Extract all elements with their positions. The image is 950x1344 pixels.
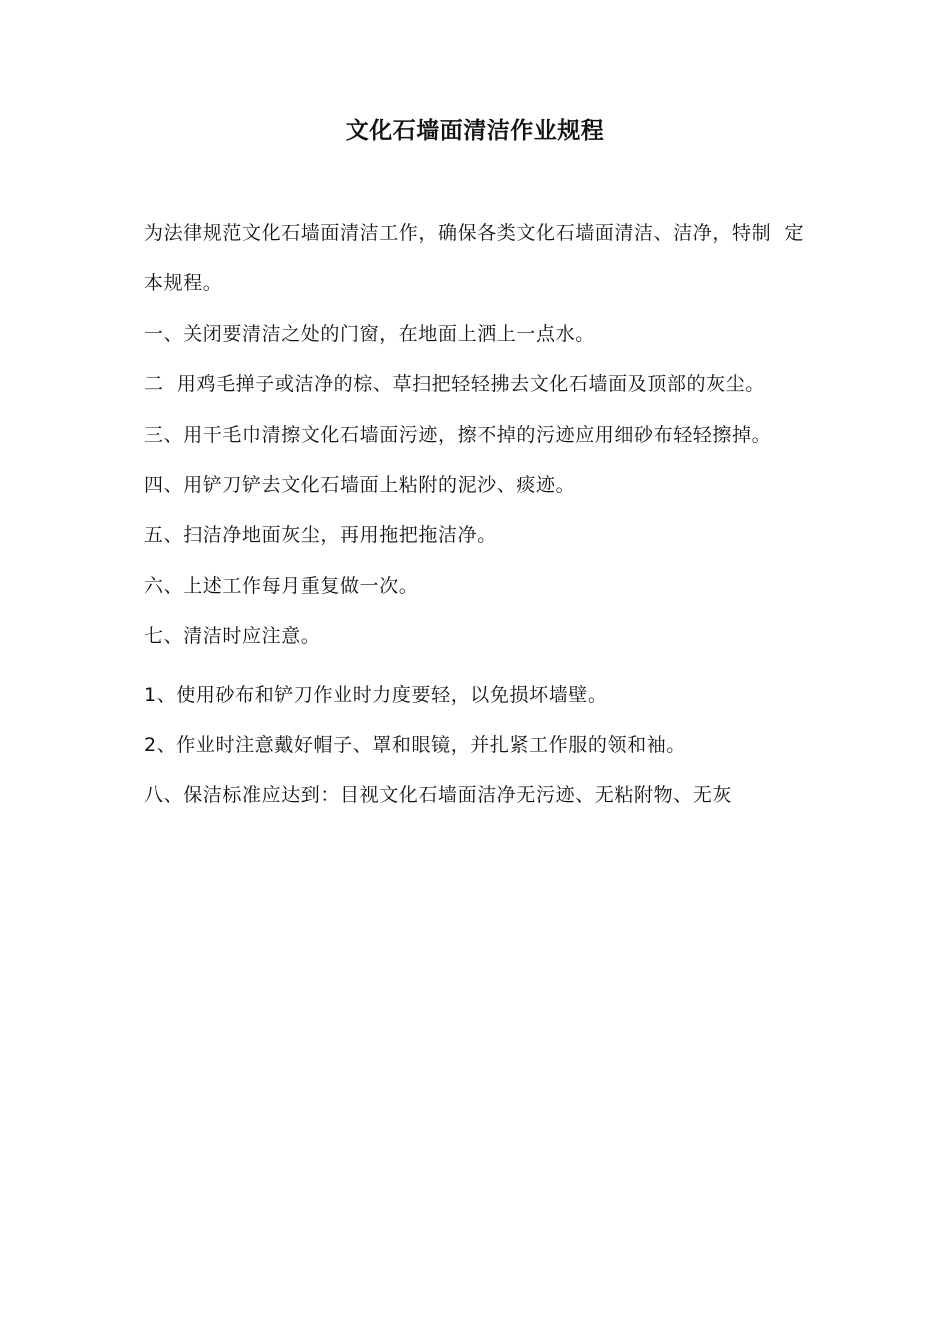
step-8-paragraph: 八、保洁标准应达到：目视文化石墙面洁净无污迹、无粘附物、无灰 [144,784,733,807]
step-2-paragraph: 二 用鸡毛掸子或洁净的棕、草扫把轻轻拂去文化石墙面及顶部的灰尘。 [144,373,765,396]
section-gap [144,662,812,670]
intro-paragraph: 为法律规范文化石墙面清洁工作，确保各类文化石墙面清洁、洁净，特制 定本规程。 [144,222,805,295]
step-5-paragraph: 五、扫洁净地面灰尘，再用拖把拖洁净。 [144,524,497,547]
step-6-paragraph: 六、上述工作每月重复做一次。 [144,574,419,597]
step-1-paragraph: 一、关闭要清洁之处的门窗，在地面上洒上一点水。 [144,322,595,345]
note-2-paragraph: 2、作业时注意戴好帽子、罩和眼镜，并扎紧工作服的领和袖。 [144,734,686,757]
note-1-paragraph: 1、使用砂布和铲刀作业时力度要轻，以免损坏墙壁。 [144,683,608,706]
document-title: 文化石墙面清洁作业规程 [345,118,605,144]
step-7-paragraph: 七、清洁时应注意。 [144,625,321,648]
step-3-paragraph: 三、用干毛巾清擦文化石墙面污迹，擦不掉的污迹应用细砂布轻轻擦掉。 [144,423,772,446]
step-4-paragraph: 四、用铲刀铲去文化石墙面上粘附的泥沙、痰迹。 [144,474,576,497]
document-body [144,208,812,821]
